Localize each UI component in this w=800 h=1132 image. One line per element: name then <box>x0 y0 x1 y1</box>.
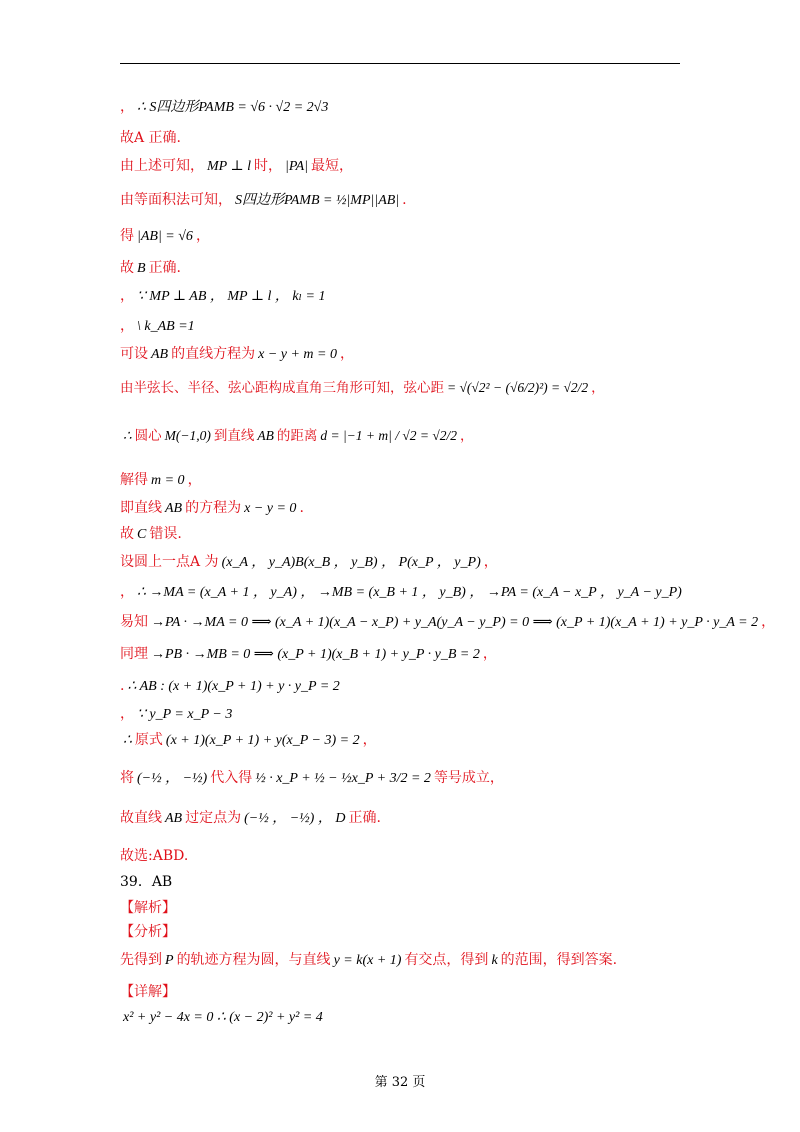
math-expression: d = |−1 + m| / √2 = √2/2 <box>320 428 458 443</box>
solution-line <box>120 644 497 665</box>
solution-line <box>120 922 176 942</box>
text-segment: ， <box>120 99 134 115</box>
solution-line <box>120 316 198 337</box>
text-segment: 故 <box>120 526 134 542</box>
solution-line <box>120 676 343 697</box>
math-expression: m = 0 <box>151 473 185 488</box>
text-segment: 时， <box>254 158 283 174</box>
text-segment: ， <box>120 318 134 334</box>
math-expression: (x_A ， y_A)B(x_B ， y_B) ， P(x_P ， y_P) <box>221 555 481 570</box>
math-expression: ∴ S四边形PAMB = √6 · √2 = 2√3 <box>137 100 329 115</box>
text-segment: 的直线方程为 <box>171 346 256 362</box>
text-segment: 【分析】 <box>120 924 176 940</box>
text-segment: 39．AB <box>120 874 173 890</box>
solution-line <box>120 982 176 1002</box>
solution-line <box>120 846 188 866</box>
text-segment: . <box>299 500 304 516</box>
text-segment: 将 <box>120 770 134 786</box>
math-expression: ∴ →MA = (x_A + 1 ， y_A) ， →MB = (x_B + 1 ， y_B) ， →PA = (x_A − x_P ， y_A − y_P) <box>137 585 682 600</box>
text-segment: 得 <box>120 228 134 244</box>
text-segment: 故选:ABD. <box>120 848 189 864</box>
solution-line <box>120 808 381 829</box>
text-segment: 的距离 <box>276 428 318 444</box>
math-expression: M(−1,0) <box>164 428 211 443</box>
text-segment: ， <box>362 732 377 748</box>
math-expression: = √(√2² − (√6/2)²) = √2/2 <box>447 380 589 395</box>
text-segment: 到直线 <box>213 428 255 444</box>
text-segment: 的范围，得到答案. <box>500 952 618 968</box>
text-segment: 正确. <box>348 810 381 826</box>
text-segment: ， <box>187 472 202 488</box>
math-expression: |PA| <box>285 159 309 174</box>
text-segment: 等号成立， <box>433 770 504 786</box>
solution-line <box>120 156 353 177</box>
text-segment: . <box>120 678 125 694</box>
math-expression: MP ⊥ l <box>207 159 252 174</box>
text-segment: 解得 <box>120 472 148 488</box>
solution-line <box>120 524 182 545</box>
math-expression: y = k(x + 1) <box>333 953 402 968</box>
text-segment: 的轨迹方程为圆，与直线 <box>176 952 331 968</box>
text-segment: ， <box>482 646 497 662</box>
solution-line <box>120 768 504 789</box>
math-expression: ∴ <box>123 733 132 748</box>
text-segment: 原式 <box>134 732 163 748</box>
solution-line <box>120 552 498 573</box>
text-segment: 易知 <box>120 614 148 630</box>
math-expression: →PA · →MA = 0 ⟹ (x_A + 1)(x_A − x_P) + y_A(y_A − y_P) = 0 ⟹ (x_P + 1)(x_A + 1) + y_P · y_A = 2 <box>151 615 759 630</box>
math-expression: P <box>165 953 174 968</box>
solution-line <box>120 470 202 491</box>
math-expression: (−½ ， −½) ， D <box>244 811 346 826</box>
solution-line <box>120 286 328 307</box>
solution-line <box>120 730 377 751</box>
solution-line <box>120 190 407 211</box>
math-expression: x − y + m = 0 <box>258 347 337 362</box>
text-segment: 即直线 <box>120 500 162 516</box>
solution-line <box>120 344 354 365</box>
text-segment: 可设 <box>120 346 148 362</box>
math-expression: AB <box>257 428 274 443</box>
math-expression: AB <box>165 501 183 516</box>
text-segment: 有交点，得到 <box>404 952 489 968</box>
text-segment: ， <box>120 288 134 304</box>
text-segment: 故A 正确. <box>120 130 182 146</box>
text-segment: . <box>402 192 407 208</box>
math-expression: \ k_AB =1 <box>137 319 195 334</box>
math-expression: k <box>491 953 498 968</box>
math-expression: C <box>137 527 147 542</box>
text-segment: 【详解】 <box>120 984 176 1000</box>
text-segment: 由等面积法可知， <box>120 192 232 208</box>
math-expression: x − y = 0 <box>244 501 297 516</box>
text-segment: ， <box>340 346 354 362</box>
solution-line <box>120 898 176 918</box>
text-segment: 正确. <box>148 260 182 276</box>
math-expression: AB <box>151 347 169 362</box>
text-segment: ， <box>195 228 210 244</box>
math-expression: ∵ y_P = x_P − 3 <box>137 707 233 722</box>
solution-line <box>120 612 775 633</box>
text-segment: 设圆上一点A 为 <box>120 554 219 570</box>
math-expression: ∴ AB : (x + 1)(x_P + 1) + y · y_P = 2 <box>127 679 340 694</box>
math-expression: (x + 1)(x_P + 1) + y(x_P − 3) = 2 <box>165 733 360 748</box>
text-segment: 错误. <box>149 526 182 542</box>
math-expression: (−½ ， −½) <box>137 771 208 786</box>
text-segment: ， <box>460 428 474 444</box>
text-segment: ， <box>483 554 498 570</box>
math-expression: ∵ MP ⊥ AB ， MP ⊥ l ， kₗ = 1 <box>137 289 326 304</box>
text-segment: 故直线 <box>120 810 162 826</box>
solution-line <box>120 498 304 519</box>
solution-line <box>120 128 181 148</box>
math-expression: x² + y² − 4x = 0 ∴ (x − 2)² + y² = 4 <box>123 1010 323 1025</box>
text-segment: 先得到 <box>120 952 162 968</box>
text-segment: 代入得 <box>210 770 253 786</box>
math-expression: B <box>137 261 146 276</box>
text-segment: ， <box>591 380 605 396</box>
solution-line <box>120 426 474 446</box>
text-segment: 最短， <box>311 158 354 174</box>
text-segment: 【解析】 <box>120 900 176 916</box>
math-expression: AB <box>165 811 183 826</box>
text-segment: ， <box>120 584 134 600</box>
text-segment: ， <box>761 614 776 630</box>
text-segment: ， <box>120 706 134 722</box>
solution-line <box>120 950 617 971</box>
solution-line <box>120 226 210 247</box>
math-expression: S四边形PAMB = ½|MP||AB| <box>235 193 400 208</box>
solution-line <box>120 97 331 118</box>
text-segment: 的方程为 <box>185 500 242 516</box>
math-expression: ½ · x_P + ½ − ½x_P + 3/2 = 2 <box>255 771 431 786</box>
text-segment: 圆心 <box>134 428 162 444</box>
header-rule <box>120 63 680 64</box>
solution-line <box>120 704 235 725</box>
text-segment: 由上述可知， <box>120 158 204 174</box>
page-number: 第 32 页 <box>374 1075 426 1090</box>
solution-line <box>120 1007 326 1028</box>
text-segment: 故 <box>120 260 134 276</box>
solution-line <box>120 582 685 603</box>
solution-line <box>120 378 605 398</box>
text-segment: 同理 <box>120 646 148 662</box>
math-expression: ∴ <box>123 428 132 443</box>
text-segment: 由半弦长、半径、弦心距构成直角三角形可知，弦心距 <box>120 380 444 396</box>
math-expression: |AB| = √6 <box>137 229 193 244</box>
solution-line <box>120 872 172 892</box>
text-segment: 过定点为 <box>185 810 242 826</box>
math-expression: →PB · →MB = 0 ⟹ (x_P + 1)(x_B + 1) + y_P · y_B = 2 <box>151 647 480 662</box>
solution-line <box>120 258 181 279</box>
